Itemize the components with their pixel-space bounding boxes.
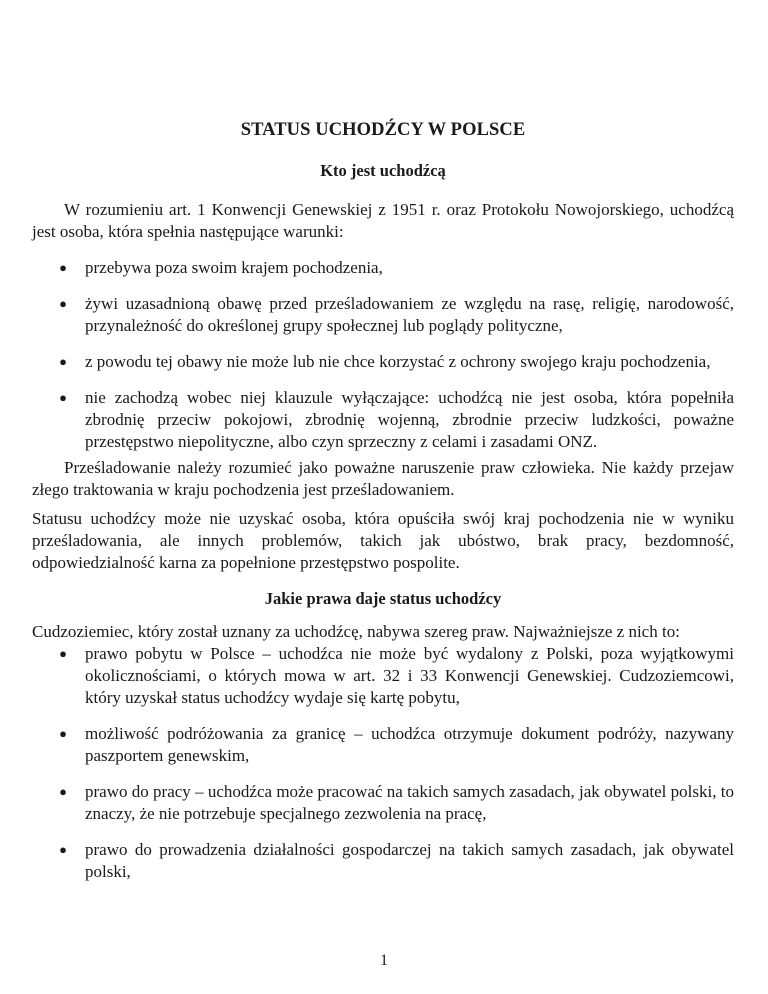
page-number: 1 (380, 952, 388, 969)
list-item: ● przebywa poza swoim krajem pochodzenia, (32, 257, 734, 279)
section-heading-rights: Jakie prawa daje status uchodźcy (264, 589, 502, 608)
bullet-icon: ● (59, 296, 67, 311)
list-item: ● żywi uzasadnioną obawę przed prześladowaniem ze względu na rasę, religię, narodowość, przynależność do określonej grupy społecznej lub poglądy polityczne, (32, 293, 734, 337)
bullet-icon: ● (59, 354, 67, 369)
bullet-icon: ● (59, 842, 67, 857)
rights-list (32, 643, 734, 883)
list-item: ● z powodu tej obawy nie może lub nie chce korzystać z ochrony swojego kraju pochodzenia, (32, 351, 734, 373)
paragraph-definition: W rozumieniu art. 1 Konwencji Genewskiej z 1951 r. oraz Protokołu Nowojorskiego, uchodźcą jest osoba, która spełnia następujące warunki: (32, 200, 734, 241)
list-item: ● prawo do pracy – uchodźca może pracować na takich samych zasadach, jak obywatel polski, to znaczy, że nie potrzebuje specjalnego zezwolenia na pracę, (32, 781, 734, 825)
list-item: ● nie zachodzą wobec niej klauzule wyłączające: uchodźcą nie jest osoba, która popełniła zbrodnię przeciw pokojowi, zbrodnię wojenną, zbrodnie przeciw ludzkości, poważne przestępstwo niepolityczne, albo czyn sprzeczny z celami i zasadami ONZ. (32, 387, 734, 453)
paragraph-rights-intro: Cudzoziemiec, który został uznany za uchodźcę, nabywa szereg praw. Najważniejsze z nich to: (32, 622, 680, 641)
list-item: ● prawo do prowadzenia działalności gospodarczej na takich samych zasadach, jak obywatel polski, (32, 839, 734, 883)
bullet-icon: ● (59, 260, 67, 275)
list-item: ● prawo pobytu w Polsce – uchodźca nie może być wydalony z Polski, poza wyjątkowymi okolicznościami, o których mowa w art. 32 i 33 Konwencji Genewskiej. Cudzoziemcowi, który uzyskał status uchodźcy wydaje się kartę pobytu, (32, 643, 734, 709)
paragraph-persecution: Prześladowanie należy rozumieć jako poważne naruszenie praw człowieka. Nie każdy przejaw złego traktowania w kraju pochodzenia jest prześladowaniem. (32, 458, 734, 499)
section-heading-who-is-refugee: Kto jest uchodźcą (320, 161, 446, 180)
document-title: STATUS UCHODŹCY W POLSCE (240, 120, 526, 140)
bullet-icon: ● (59, 726, 67, 741)
list-item: ● możliwość podróżowania za granicę – uchodźca otrzymuje dokument podróży, nazywany paszportem genewskim, (32, 723, 734, 767)
document-content (32, 118, 734, 883)
paragraph-status-exclusion: Statusu uchodźcy może nie uzyskać osoba, która opuściła swój kraj pochodzenia nie w wyniku prześladowania, ale innych problemów, takich jak ubóstwo, brak pracy, bezdomność, odpowiedzialność karna za popełnione przestępstwo pospolite. (32, 509, 734, 572)
bullet-icon: ● (59, 390, 67, 405)
bullet-icon: ● (59, 646, 67, 661)
bullet-icon: ● (59, 784, 67, 799)
conditions-list (32, 257, 734, 453)
